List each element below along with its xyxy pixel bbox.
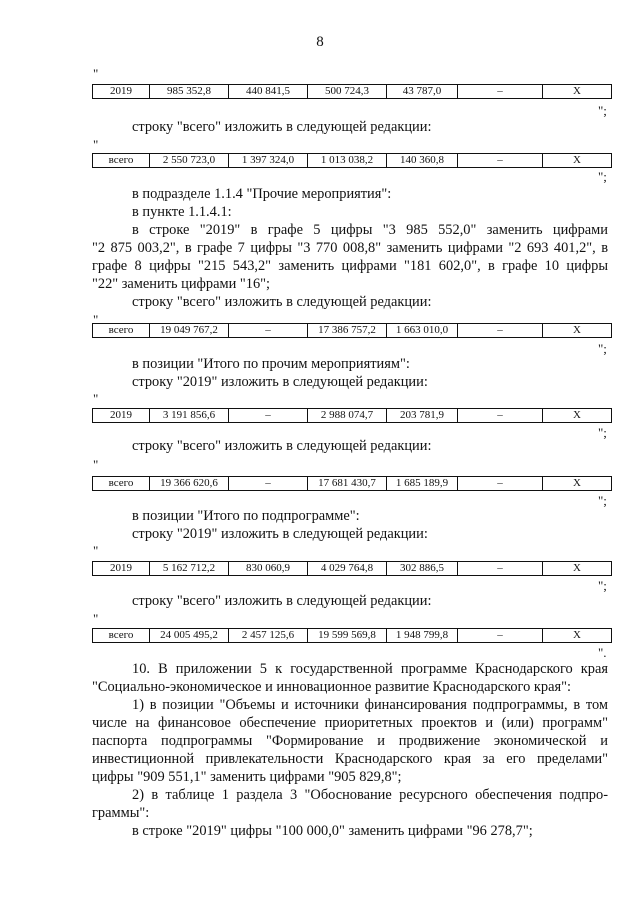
table-cell: 140 360,8 xyxy=(387,154,458,168)
text-line: инвестиционной привлекательности Краснодарского края за его пределами" xyxy=(92,751,608,767)
quote-open: " xyxy=(93,312,99,327)
table-cell: 1 663 010,0 xyxy=(387,324,458,338)
text-line: строку "всего" изложить в следующей редакции: xyxy=(132,119,432,135)
text-line: строку "2019" изложить в следующей редакции: xyxy=(132,374,428,390)
table-cell: X xyxy=(543,562,612,576)
table-cell: 1 013 038,2 xyxy=(308,154,387,168)
table-cell: 500 724,3 xyxy=(308,85,387,99)
text-line: "Социально-экономическое и инновационное развитие Краснодарского края": xyxy=(92,679,571,695)
table-cell: 17 386 757,2 xyxy=(308,324,387,338)
table-cell: 2 550 723,0 xyxy=(150,154,229,168)
text-line: 2) в таблице 1 раздела 3 "Обоснование ресурсного обеспечения подпро- xyxy=(132,787,608,803)
table-cell: – xyxy=(458,154,543,168)
quote-close: "; xyxy=(598,425,607,440)
table-cell: 1 397 324,0 xyxy=(229,154,308,168)
table-cell: X xyxy=(543,154,612,168)
text-line: строку "2019" изложить в следующей редакции: xyxy=(132,526,428,542)
table-cell: 19 599 569,8 xyxy=(308,629,387,643)
quote-close: "; xyxy=(598,341,607,356)
table-row xyxy=(92,153,612,168)
quote-close: "; xyxy=(598,493,607,508)
quote-open: " xyxy=(93,391,99,406)
table-cell: всего xyxy=(93,324,150,338)
table-cell: 2 988 074,7 xyxy=(308,409,387,423)
table-cell: 203 781,9 xyxy=(387,409,458,423)
text-line: строку "всего" изложить в следующей редакции: xyxy=(132,593,432,609)
table-row xyxy=(92,323,612,338)
table-cell: 17 681 430,7 xyxy=(308,477,387,491)
quote-close: "; xyxy=(598,103,607,118)
text-line: числе на финансовое обеспечение приоритетных проектов и (или) программ" xyxy=(92,715,608,731)
table-cell: 2019 xyxy=(93,409,150,423)
table-row xyxy=(92,84,612,99)
text-line: в пункте 1.1.4.1: xyxy=(132,204,232,220)
text-line: в позиции "Итого по прочим мероприятиям": xyxy=(132,356,410,372)
table-cell: всего xyxy=(93,477,150,491)
quote-open: " xyxy=(93,543,99,558)
table-cell: – xyxy=(229,324,308,338)
table-cell: – xyxy=(229,409,308,423)
text-line: строку "всего" изложить в следующей редакции: xyxy=(132,294,432,310)
table-cell: 1 948 799,8 xyxy=(387,629,458,643)
text-line: граммы": xyxy=(92,805,150,821)
table-cell: – xyxy=(458,562,543,576)
table-cell: – xyxy=(458,85,543,99)
table-cell: X xyxy=(543,324,612,338)
quote-open: " xyxy=(93,137,99,152)
text-line: 1) в позиции "Объемы и источники финансирования подпрограммы, в том xyxy=(132,697,608,713)
table-cell: 2019 xyxy=(93,85,150,99)
table-row xyxy=(92,561,612,576)
quote-close: "; xyxy=(598,578,607,593)
table-cell: 1 685 189,9 xyxy=(387,477,458,491)
table-cell: 302 886,5 xyxy=(387,562,458,576)
text-line: графе 8 цифры "215 543,2" заменить цифрами "181 602,0", в графе 10 цифры xyxy=(92,258,608,274)
table-row xyxy=(92,408,612,423)
quote-close: "; xyxy=(598,169,607,184)
table-cell: X xyxy=(543,409,612,423)
table-cell: 985 352,8 xyxy=(150,85,229,99)
text-line: строку "всего" изложить в следующей редакции: xyxy=(132,438,432,454)
text-line: паспорта подпрограммы "Формирование и продвижение экономической и xyxy=(92,733,608,749)
text-line: в строке "2019" в графе 5 цифры "3 985 552,0" заменить цифрами xyxy=(132,222,608,238)
table-cell: 2 457 125,6 xyxy=(229,629,308,643)
table-cell: 2019 xyxy=(93,562,150,576)
table-cell: 830 060,9 xyxy=(229,562,308,576)
text-line: "2 875 003,2", в графе 7 цифры "3 770 008,8" заменить цифрами "2 693 401,2", в xyxy=(92,240,608,256)
table-cell: 4 029 764,8 xyxy=(308,562,387,576)
table-cell: – xyxy=(458,409,543,423)
table-cell: 5 162 712,2 xyxy=(150,562,229,576)
text-line: в позиции "Итого по подпрограмме": xyxy=(132,508,360,524)
text-line: в строке "2019" цифры "100 000,0" заменить цифрами "96 278,7"; xyxy=(132,823,533,839)
table-row xyxy=(92,476,612,491)
table-cell: 19 049 767,2 xyxy=(150,324,229,338)
quote-open: " xyxy=(93,457,99,472)
table-cell: всего xyxy=(93,154,150,168)
text-line: в подразделе 1.1.4 "Прочие мероприятия": xyxy=(132,186,392,202)
table-cell: X xyxy=(543,85,612,99)
table-cell: 3 191 856,6 xyxy=(150,409,229,423)
quote-open: " xyxy=(93,611,99,626)
table-cell: 43 787,0 xyxy=(387,85,458,99)
table-cell: – xyxy=(458,477,543,491)
table-cell: – xyxy=(458,324,543,338)
table-cell: всего xyxy=(93,629,150,643)
page-number: 8 xyxy=(316,34,324,50)
table-cell: X xyxy=(543,477,612,491)
text-line: 10. В приложении 5 к государственной программе Краснодарского края xyxy=(132,661,608,677)
table-cell: X xyxy=(543,629,612,643)
quote-close: ". xyxy=(598,645,607,660)
text-line: цифры "909 551,1" заменить цифрами "905 829,8"; xyxy=(92,769,402,785)
text-line: "22" заменить цифрами "16"; xyxy=(92,276,271,292)
table-cell: – xyxy=(229,477,308,491)
table-row xyxy=(92,628,612,643)
quote-open: " xyxy=(93,66,99,81)
table-cell: 24 005 495,2 xyxy=(150,629,229,643)
table-cell: – xyxy=(458,629,543,643)
table-cell: 440 841,5 xyxy=(229,85,308,99)
table-cell: 19 366 620,6 xyxy=(150,477,229,491)
